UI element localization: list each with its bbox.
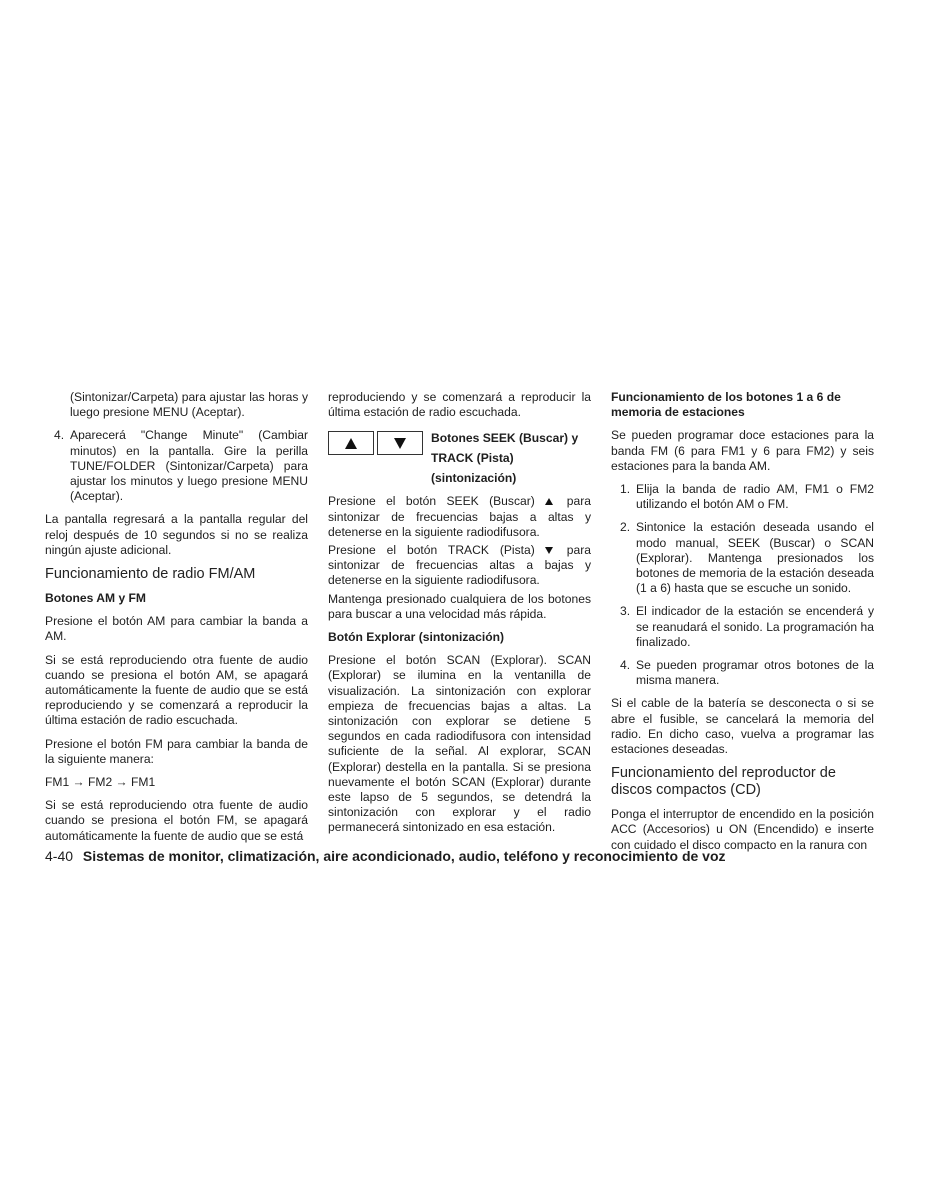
- paragraph: Presione el botón SCAN (Explorar). SCAN (Explorar) se ilumina en la ventanilla de visualización. La sintonización con explorar empieza de frecuencias bajas a altas. La sintonización con explorar se detiene 5 segundos en cada radiodifusora con intensidad suficiente de la señal. Al explorar, SCAN (Explorar) destella en la pantalla. Si se presiona nuevamente el botón SCAN (Explorar) durante este lapso de 5 segundos, se detendrá la sintonización con explorar y el radio permanecerá sintonizado en esa estación.: [328, 653, 591, 835]
- track-text-b: para sintonizar de frecuencias altas a bajas y detenerse en la siguiente radiodifusora.: [328, 543, 591, 588]
- track-down-button-illustration: [377, 431, 423, 455]
- chapter-title: Sistemas de monitor, climatización, aire acondicionado, audio, teléfono y reconocimiento de voz: [82, 848, 726, 864]
- paragraph: La pantalla regresará a la pantalla regular del reloj después de 10 segundos si no se realiza ningún ajuste adicional.: [45, 512, 308, 557]
- page-number: 4-40: [45, 848, 74, 864]
- triangle-up-icon: [545, 498, 553, 505]
- paragraph: Mantenga presionado cualquiera de los botones para buscar a una velocidad más rápida.: [328, 591, 591, 621]
- track-text-a: Presione el botón TRACK (Pista): [328, 543, 535, 558]
- paragraph: Presione el botón AM para cambiar la banda a AM.: [45, 614, 308, 644]
- subsection-heading: Botones AM y FM: [45, 591, 147, 606]
- list-item: [45, 428, 308, 504]
- list-item: [611, 658, 874, 688]
- paragraph: [328, 494, 591, 540]
- list-continuation: (Sintonizar/Carpeta) para ajustar las horas y luego presione MENU (Aceptar).: [70, 390, 308, 420]
- triangle-down-icon: [545, 547, 553, 554]
- list-number: 2.: [620, 520, 631, 535]
- list-number: 4.: [620, 658, 631, 673]
- list-text: Elija la banda de radio AM, FM1 o FM2 utilizando el botón AM o FM.: [636, 482, 874, 512]
- section-heading: Funcionamiento del reproductor de discos compactos (CD): [611, 765, 836, 799]
- subsection-heading: Funcionamiento de los botones 1 a 6 de memoria de estaciones: [611, 390, 841, 420]
- paragraph: Ponga el interruptor de encendido en la posición ACC (Accesorios) u ON (Encendido) e inserte con cuidado el disco compacto en la ranura con: [611, 807, 874, 852]
- subsection-heading: Botón Explorar (sintonización): [328, 630, 505, 645]
- list-text: El indicador de la estación se encenderá y se reanudará el sonido. La programación ha finalizado.: [636, 604, 874, 649]
- paragraph: Si el cable de la batería se desconecta o si se abre el fusible, se cancelará la memoria del radio. En dicho caso, vuelva a programar las estaciones deseadas.: [611, 696, 874, 757]
- seek-text-a: Presione el botón SEEK (Buscar): [328, 494, 535, 509]
- paragraph: Si se está reproduciendo otra fuente de audio cuando se presiona el botón AM, se apagará automáticamente la fuente de audio que se está reproduciendo y se comenzará a reproducir la última estación de radio escuchada.: [45, 652, 308, 728]
- paragraph: Si se está reproduciendo otra fuente de audio cuando se presiona el botón FM, se apagará automáticamente la fuente de audio que se está: [45, 798, 308, 843]
- paragraph: [328, 543, 591, 589]
- column-3: [611, 390, 874, 853]
- seek-text-b: para sintonizar de frecuencias bajas a altas y detenerse en la siguiente radiodifusora.: [328, 494, 591, 539]
- paragraph: Presione el botón FM para cambiar la banda de la siguiente manera:: [45, 736, 308, 766]
- list-text: Sintonice la estación deseada usando el modo manual, SEEK (Buscar) o SCAN (Explorar). Mantenga presionados los botones de memoria de la estación deseada (1 a 6) hasta que se escuche un sonido.: [636, 520, 875, 596]
- page-footer: [45, 848, 905, 865]
- list-item: [611, 604, 874, 650]
- seek-up-button-illustration: [328, 431, 374, 455]
- list-item: [611, 482, 874, 512]
- section-heading: Funcionamiento de radio FM/AM: [45, 566, 256, 583]
- list-item: [611, 520, 874, 596]
- subsection-heading: Botones SEEK (Buscar) y TRACK (Pista) (sintonización): [431, 431, 579, 486]
- column-2: [328, 390, 591, 836]
- step-list: [45, 428, 308, 504]
- list-number: 3.: [620, 604, 631, 619]
- triangle-down-icon: [394, 438, 406, 449]
- seek-track-heading-block: [328, 428, 591, 488]
- paragraph: Se pueden programar doce estaciones para la banda FM (6 para FM1 y 6 para FM2) y seis estaciones para la banda AM.: [611, 428, 874, 473]
- fm-sequence: FM1 → FM2 → FM1: [45, 775, 156, 790]
- column-1: [45, 390, 308, 844]
- list-number: 4.: [54, 428, 65, 443]
- triangle-up-icon: [345, 438, 357, 449]
- step-list: [611, 482, 874, 688]
- list-text: Se pueden programar otros botones de la misma manera.: [636, 658, 874, 688]
- list-text: Aparecerá "Change Minute" (Cambiar minutos) en la pantalla. Gire la perilla TUNE/FOLDER (Sintonizar/Carpeta) para ajustar los minutos y luego presione MENU (Aceptar).: [70, 428, 308, 504]
- paragraph: reproduciendo y se comenzará a reproducir la última estación de radio escuchada.: [328, 390, 591, 420]
- list-number: 1.: [620, 482, 631, 497]
